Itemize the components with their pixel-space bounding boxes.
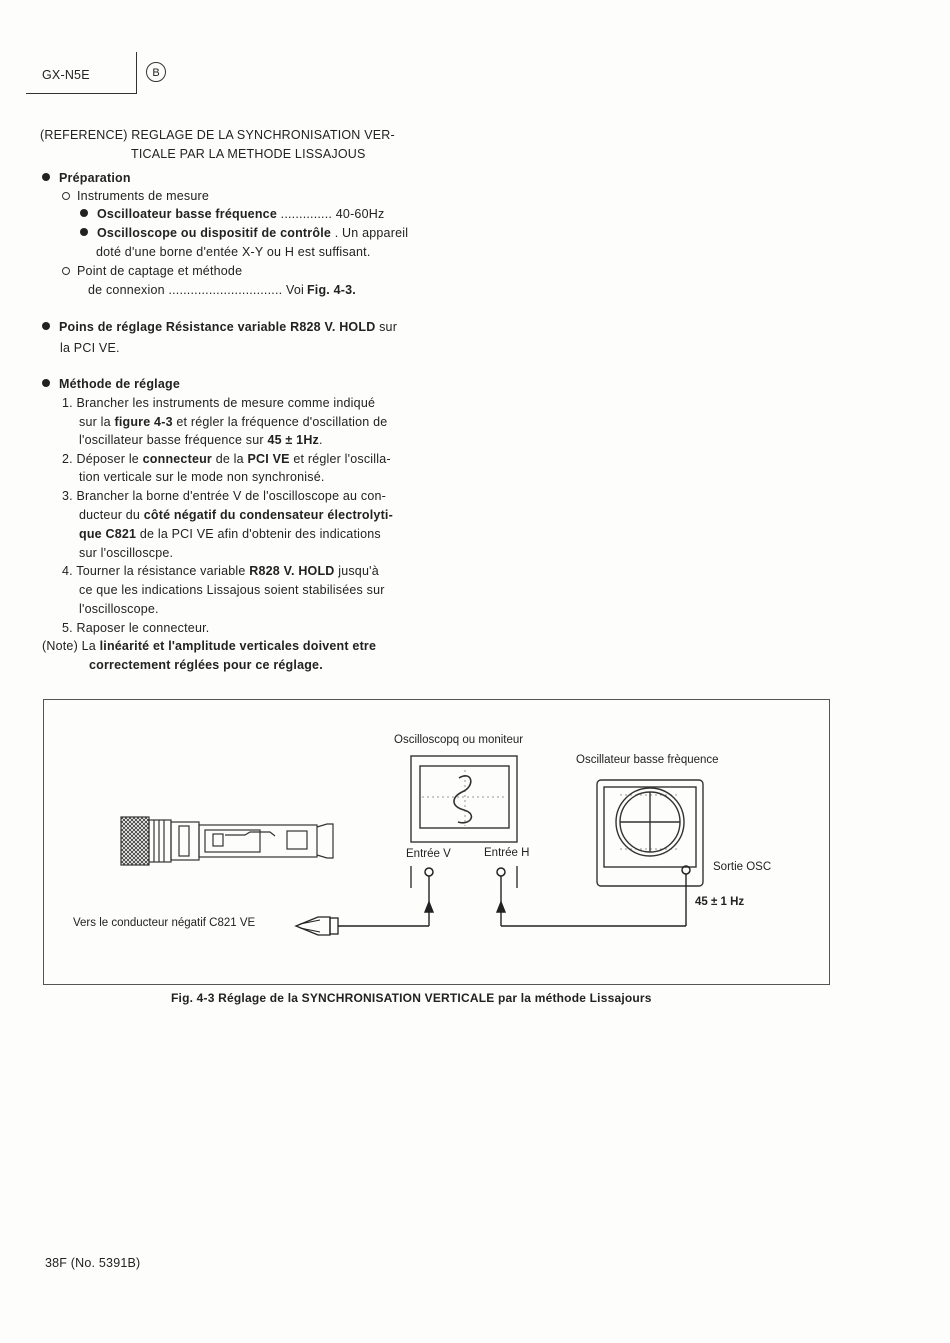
page-number: 38F (No. 5391B)	[45, 1256, 141, 1270]
wires	[338, 874, 686, 926]
adjust-points-line2: la PCI VE.	[60, 341, 120, 355]
step-4-line1: 4. Tourner la résistance variable R828 V. HOLD jusqu'à	[62, 564, 379, 578]
reference-title-line1: (REFERENCE) REGLAGE DE LA SYNCHRONISATION VER-	[40, 128, 395, 142]
input-h-label: Entrée H	[484, 847, 530, 859]
instrument-item-1: Oscilloateur basse fréquence .............. 40-60Hz	[80, 205, 384, 223]
pickup-line1: Point de captage et méthode	[62, 262, 242, 280]
frequency-label: 45 ± 1 Hz	[695, 896, 745, 908]
region-badge: B	[146, 62, 166, 82]
probe-label: Vers le conducteur négatif C821 VE	[73, 917, 256, 929]
step-2-line1: 2. Déposer le connecteur de la PCI VE et régler l'oscilla-	[62, 452, 391, 466]
output-osc-label: Sortie OSC	[713, 861, 772, 873]
figure-caption: Fig. 4-3 Réglage de la SYNCHRONISATION VERTICALE par la méthode Lissajours	[171, 991, 652, 1005]
probe-clip	[296, 917, 338, 935]
step-3-line2: ducteur du côté négatif du condensateur électrolyti-	[79, 508, 393, 522]
model-label: GX-N5E	[42, 68, 90, 82]
note-line2: correctement réglées pour ce réglage.	[89, 658, 323, 672]
instruments-label: Instruments de mesure	[62, 187, 209, 205]
step-3-line1: 3. Brancher la borne d'entrée V de l'oscilloscope au con-	[62, 489, 386, 503]
oscillator	[597, 780, 703, 886]
step-3-line4: sur l'oscilloscpe.	[79, 546, 174, 560]
step-1-line1: 1. Brancher les instruments de mesure comme indiqué	[62, 396, 376, 410]
connector-tool	[121, 817, 333, 865]
instrument-item-2-line2: doté d'une borne d'entée X-Y ou H est suffisant.	[96, 245, 371, 259]
input-v-label: Entrée V	[406, 848, 451, 860]
instrument-item-2: Oscilloscope ou dispositif de contrôle . Un appareil	[80, 224, 408, 242]
step-4-line3: l'oscilloscope.	[79, 602, 159, 616]
method-heading: Méthode de réglage	[42, 375, 180, 393]
reference-title-line2: TICALE PAR LA METHODE LISSAJOUS	[131, 147, 366, 161]
step-1-line2: sur la figure 4-3 et régler la fréquence d'oscillation de	[79, 415, 388, 429]
preparation-heading: Préparation	[42, 169, 131, 187]
step-3-line3: que C821 de la PCI VE afin d'obtenir des indications	[79, 527, 381, 541]
adjust-points: Poins de réglage Résistance variable R828 V. HOLD sur	[42, 318, 397, 336]
note-line1: (Note) La linéarité et l'amplitude verticales doivent etre	[42, 639, 377, 653]
pickup-line2: de connexion ............................... Voi Fig. 4-3.	[88, 283, 356, 297]
step-5: 5. Raposer le connecteur.	[62, 621, 210, 635]
step-2-line2: tion verticale sur le mode non synchronisé.	[79, 470, 325, 484]
scope-label: Oscilloscopq ou moniteur	[394, 734, 524, 746]
oscillator-label: Oscillateur basse frèquence	[576, 754, 719, 766]
step-1-line3: l'oscillateur basse fréquence sur 45 ± 1Hz.	[79, 433, 323, 447]
step-4-line2: ce que les indications Lissajous soient stabilisées sur	[79, 583, 385, 597]
